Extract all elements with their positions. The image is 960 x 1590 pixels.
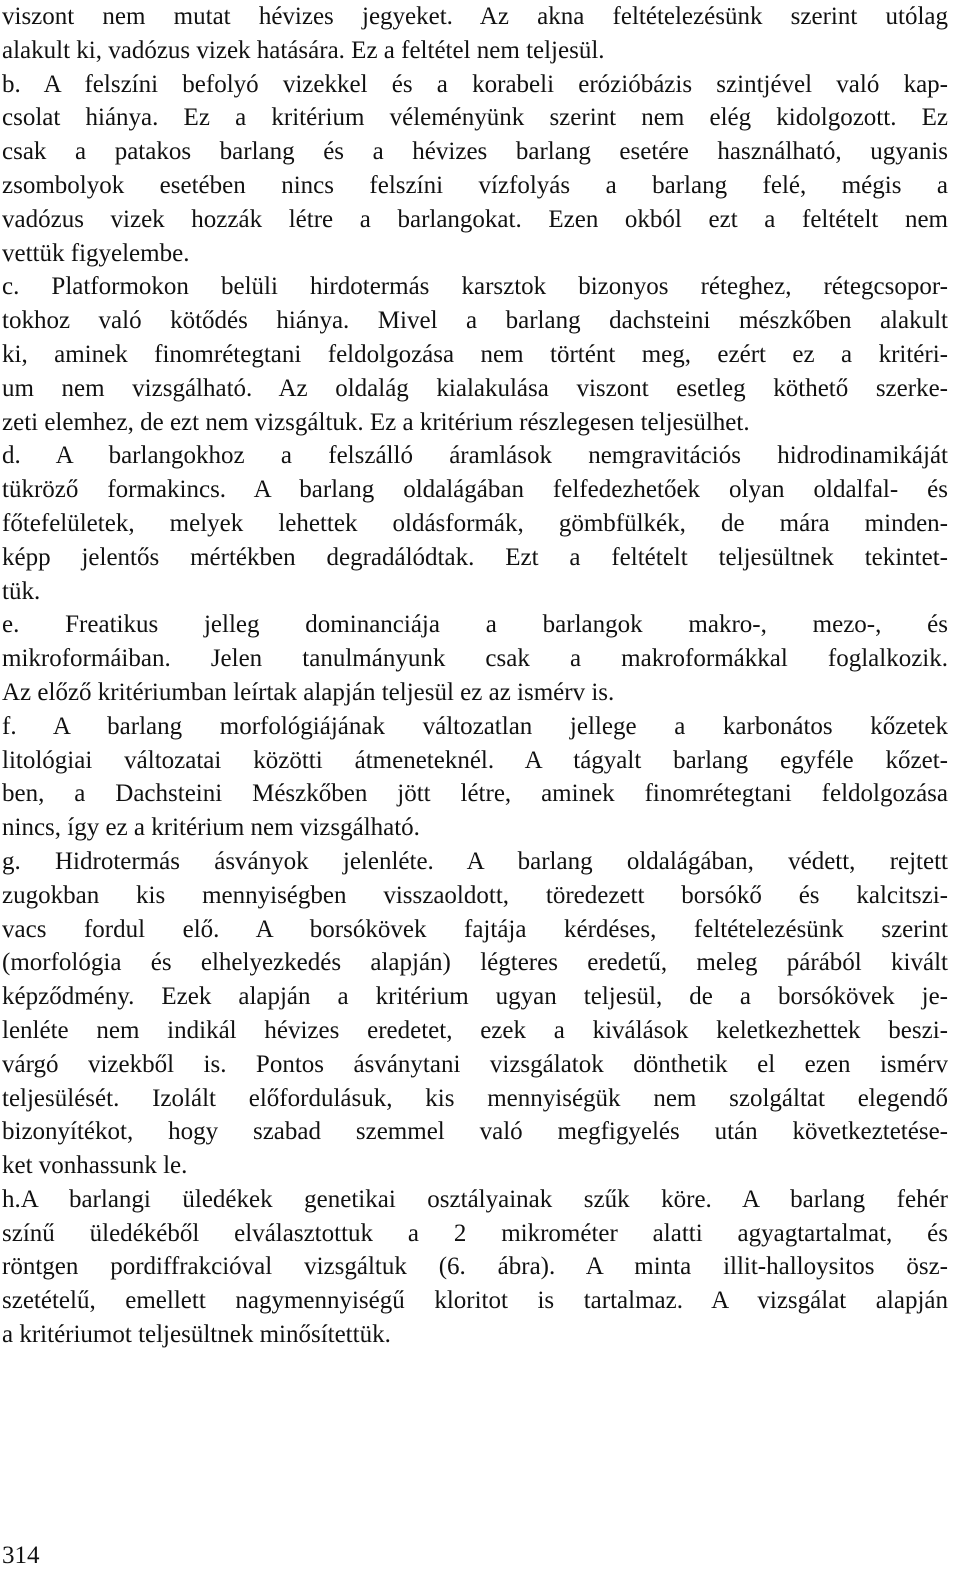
text-line: képp jelentős mértékben degradálódtak. Ezt a feltételt teljesültnek tekintet- (2, 543, 948, 571)
text-line: zugokban kis mennyiségben visszaoldott, töredezett borsókő és kalcitszi- (2, 881, 948, 909)
text-line: főtefelületek, melyek lehettek oldásformák, gömbfülkék, de mára minden- (2, 509, 948, 537)
text-line: röntgen pordiffrakcióval vizsgáltuk (6. ábra). A minta illit-halloysitos ösz- (2, 1253, 948, 1281)
text-line: bizonyítékot, hogy szabad szemmel való megfigyelés után következtetése- (2, 1118, 948, 1146)
text-line: zsombolyok esetében nincs felszíni vízfolyás a barlang felé, mégis a (2, 171, 948, 199)
paragraph-b (2, 68, 948, 271)
text-line: c. Platformokon belüli hirdotermás karsztok bizonyos réteghez, rétegcsopor- (2, 273, 948, 301)
text-line: csak a patakos barlang és a hévizes barlang esetére használható, ugyanis (2, 138, 948, 166)
text-line: teljesülését. Izolált előfordulásuk, kis mennyiségük nem szolgáltat elegendő (2, 1084, 948, 1112)
text-line: e. Freatikus jelleg dominanciája a barlangok makro-, mezo-, és (2, 611, 948, 639)
paragraph-c (2, 270, 948, 439)
text-line: vettük figyelembe. (2, 239, 190, 267)
text-line: a kritériumot teljesültnek minősítettük. (2, 1321, 391, 1349)
page-body (2, 0, 948, 1352)
paragraph-d (2, 439, 948, 608)
paragraph-f (2, 710, 948, 845)
text-line: um nem vizsgálható. Az oldalág kialakulása viszont esetleg köthető szerke- (2, 374, 948, 402)
text-line: g. Hidrotermás ásványok jelenléte. A barlang oldalágában, védett, rejtett (2, 847, 948, 875)
text-line: lenléte nem indikál hévizes eredetet, ezek a kiválások keletkezhettek beszi- (2, 1016, 948, 1044)
text-line: nincs, így ez a kritérium nem vizsgálható. (2, 814, 420, 842)
page-number: 314 (2, 1542, 40, 1569)
text-line: képződmény. Ezek alapján a kritérium ugyan teljesül, de a borsókövek je- (2, 983, 948, 1011)
text-line: alakult ki, vadózus vizek hatására. Ez a feltétel nem teljesül. (2, 36, 605, 64)
text-line: zeti elemhez, de ezt nem vizsgáltuk. Ez a kritérium részlegesen teljesülhet. (2, 408, 750, 436)
text-line: viszont nem mutat hévizes jegyeket. Az akna feltételezésünk szerint utólag (2, 3, 948, 30)
text-line: tükröző formakincs. A barlang oldalágában felfedezhetőek olyan oldalfal- és (2, 476, 948, 504)
text-line: ket vonhassunk le. (2, 1152, 188, 1180)
paragraph-g (2, 845, 948, 1183)
text-line: ben, a Dachsteini Mészkőben jött létre, aminek finomrétegtani feldolgozása (2, 780, 948, 808)
text-line: Az előző kritériumban leírtak alapján teljesül ez az ismérv is. (2, 678, 615, 706)
text-line: d. A barlangokhoz a felszálló áramlások nemgravitációs hidrodinamikáját (2, 442, 948, 470)
text-line: tokhoz való kötődés hiánya. Mivel a barlang dachsteini mészkőben alakult (2, 307, 948, 335)
text-line: tük. (2, 577, 41, 605)
text-line: csolat hiánya. Ez a kritérium véleményünk szerint nem elég kidolgozott. Ez (2, 104, 948, 132)
text-line: ki, aminek finomrétegtani feldolgozása nem történt meg, ezért ez a kritéri- (2, 340, 948, 368)
text-line: várgó vizekből is. Pontos ásványtani vizsgálatok dönthetik el ezen ismérv (2, 1050, 948, 1078)
text-line: f. A barlang morfológiájának változatlan jellege a karbonátos kőzetek (2, 712, 948, 740)
text-line: vadózus vizek hozzák létre a barlangokat. Ezen okból ezt a feltételt nem (2, 205, 948, 233)
paragraph-a-continuation (2, 0, 948, 68)
text-line: (morfológia és elhelyezkedés alapján) légteres eredetű, meleg párából kivált (2, 949, 948, 977)
text-line: szetételű, emellett nagymennyiségű kloritot is tartalmaz. A vizsgálat alapján (2, 1287, 948, 1315)
paragraph-h (2, 1183, 948, 1352)
text-line: színű üledékéből elválasztottuk a 2 mikrométer alatti agyagtartalmat, és (2, 1219, 948, 1247)
text-line: vacs fordul elő. A borsókövek fajtája kérdéses, feltételezésünk szerint (2, 915, 948, 943)
text-line: h.A barlangi üledékek genetikai osztályainak szűk köre. A barlang fehér (2, 1185, 948, 1213)
paragraph-e (2, 608, 948, 709)
text-line: mikroformáiban. Jelen tanulmányunk csak a makroformákkal foglalkozik. (2, 645, 948, 673)
text-line: litológiai változatai közötti átmeneteknél. A tágyalt barlang egyféle kőzet- (2, 746, 948, 774)
text-line: b. A felszíni befolyó vizekkel és a korabeli erózióbázis szintjével való kap- (2, 70, 948, 98)
